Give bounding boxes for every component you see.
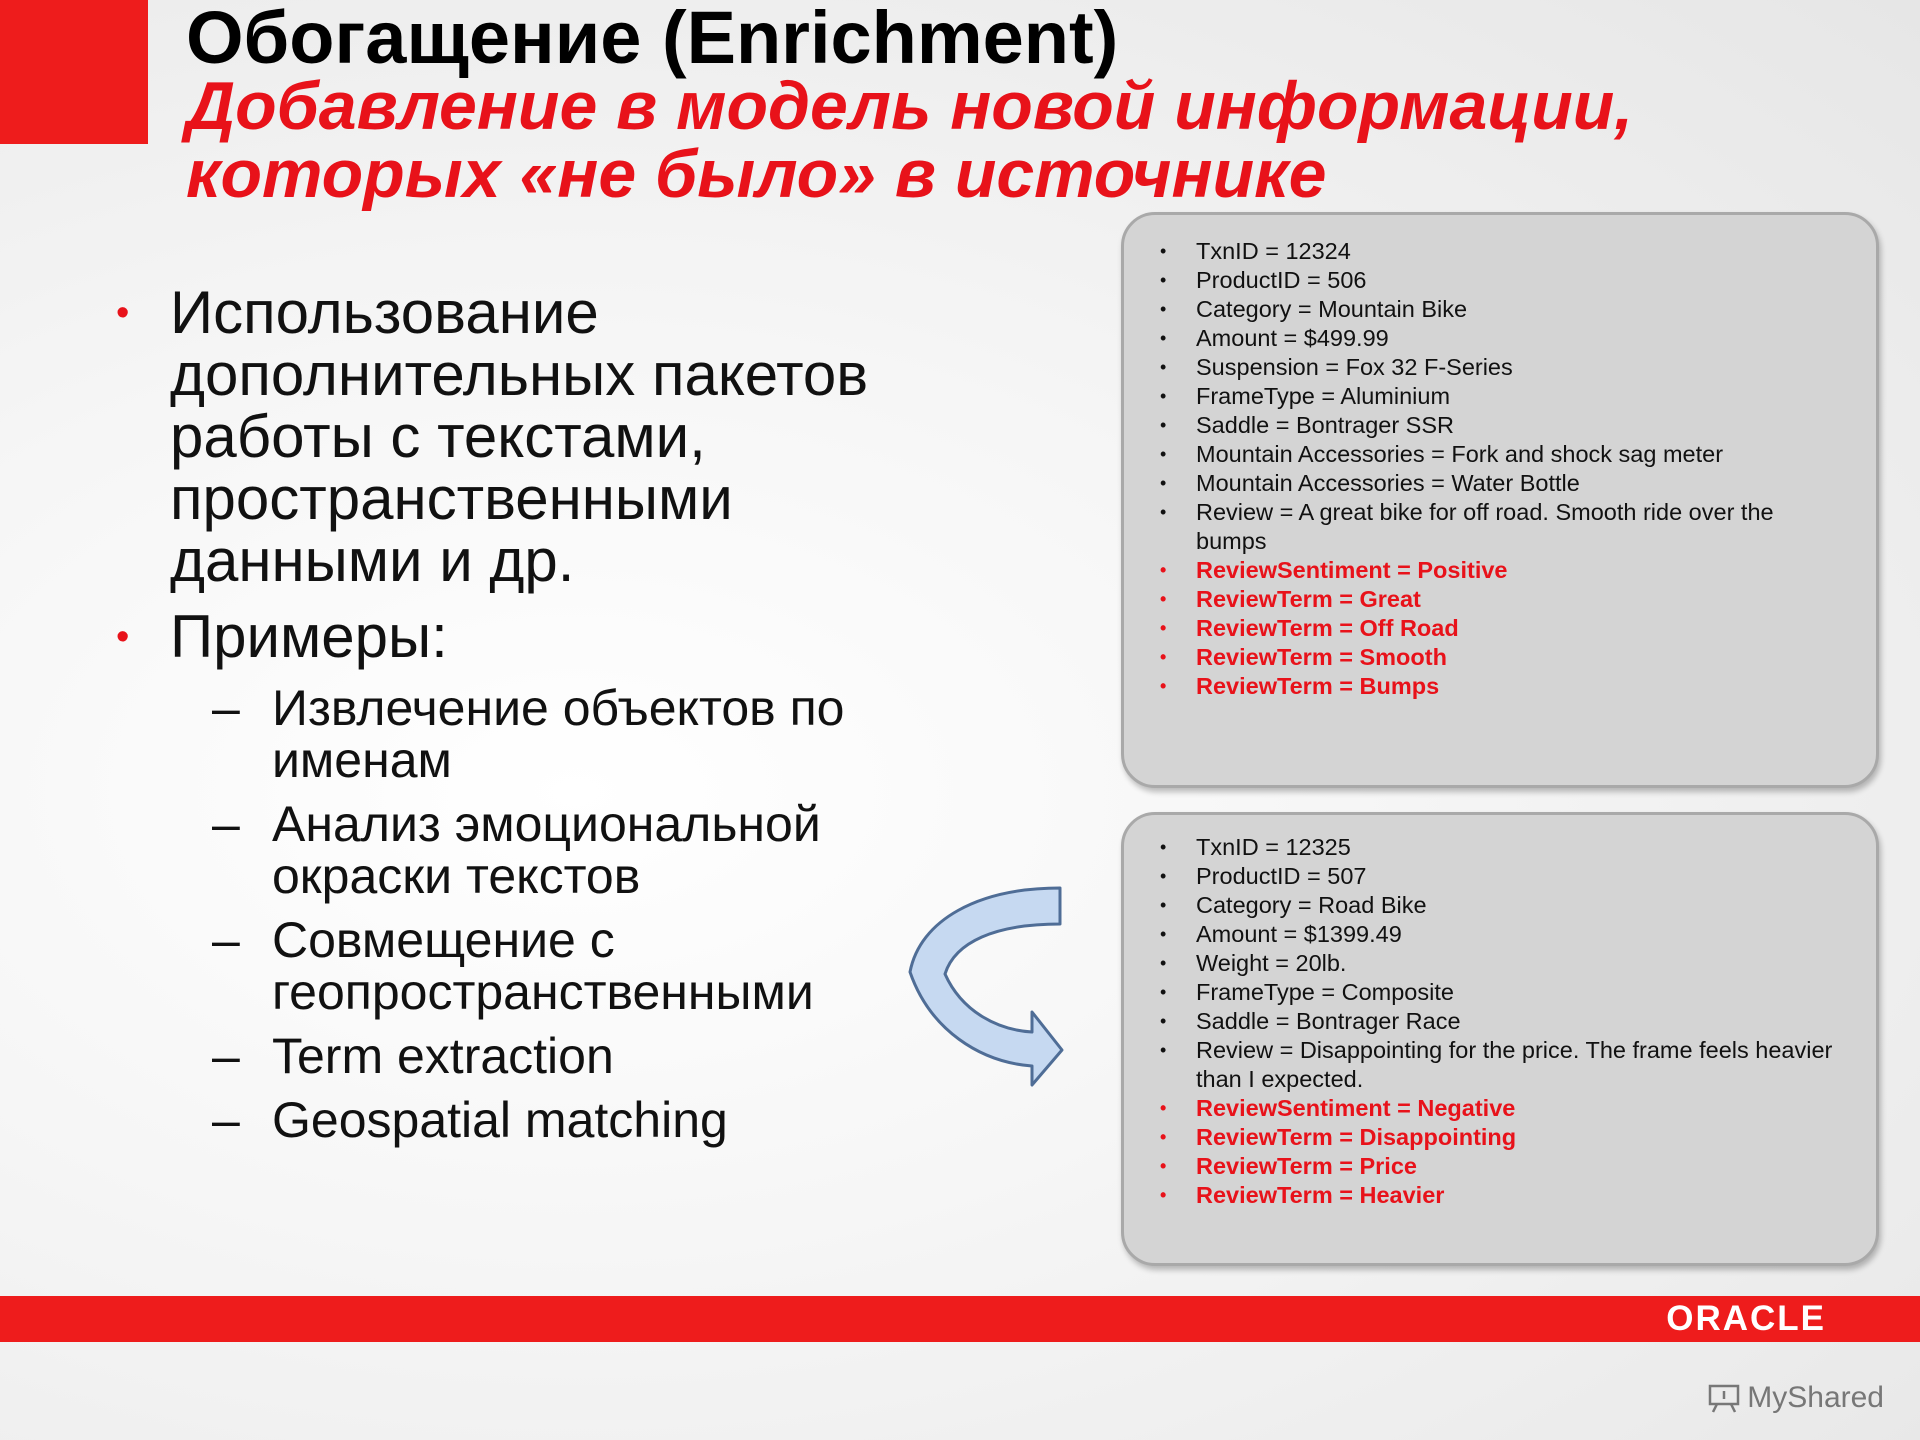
sub-bullet-item: – Совмещение с геопространственными <box>212 912 814 1020</box>
bullet-item <box>110 279 970 594</box>
record-attribute: • TxnID = 12325 <box>1160 834 1351 860</box>
enriched-attribute: • ReviewTerm = Great <box>1160 586 1421 612</box>
enriched-attribute: • ReviewSentiment = Positive <box>1160 557 1508 583</box>
record-attribute: • Weight = 20lb. <box>1160 950 1347 976</box>
record-attribute: • ProductID = 507 <box>1160 863 1367 889</box>
record-attribute: • Category = Road Bike <box>1160 892 1427 918</box>
record-attribute-list <box>1124 815 1876 1210</box>
sub-bullet-item: – Term extraction <box>212 1028 614 1084</box>
slide-title: Обогащение (Enrichment) <box>186 0 1119 79</box>
sub-bullet-text: Geospatial matching <box>272 1092 728 1148</box>
enriched-attribute: • ReviewTerm = Disappointing <box>1160 1124 1517 1150</box>
footer-bar <box>0 1296 1920 1342</box>
record-attribute: • Mountain Accessories = Water Bottle <box>1160 470 1580 496</box>
record-attribute: • Category = Mountain Bike <box>1160 296 1468 322</box>
enriched-attribute: • ReviewTerm = Off Road <box>1160 615 1459 641</box>
record-attribute: • Amount = $1399.49 <box>1160 921 1402 947</box>
record-attribute: • TxnID = 12324 <box>1160 238 1351 264</box>
record-attribute-list <box>1124 215 1876 701</box>
record-attribute: • Suspension = Fox 32 F-Series <box>1160 354 1513 380</box>
sub-bullet-item: – Geospatial matching <box>212 1092 728 1148</box>
record-attribute: • Saddle = Bontrager SSR <box>1160 412 1455 438</box>
record-attribute: • Review = A great bike for off road. Smooth ride over the bumps <box>1160 499 1774 554</box>
subtitle-line-1: Добавление в модель новой информации, <box>186 68 1634 144</box>
record-box-after <box>1121 812 1879 1266</box>
enriched-attribute: • ReviewTerm = Heavier <box>1160 1182 1445 1208</box>
bullet-dot-icon: • <box>116 616 130 658</box>
bullet-dot-icon: • <box>116 292 130 334</box>
record-attribute: • Saddle = Bontrager Race <box>1160 1008 1461 1034</box>
subtitle-line-2: которых «не было» в источнике <box>186 136 1327 212</box>
slide-subtitle <box>186 68 1786 212</box>
record-attribute: • Review = Disappointing for the price. The frame feels heavier than I expected. <box>1160 1037 1833 1092</box>
enriched-attribute: • ReviewTerm = Price <box>1160 1153 1417 1179</box>
record-box-before <box>1121 212 1879 788</box>
record-attribute: • FrameType = Aluminium <box>1160 383 1451 409</box>
sub-bullet-text: Анализ эмоциональной окраски текстов <box>272 796 821 904</box>
bullet-item <box>110 603 970 670</box>
bullet-list <box>110 279 970 1148</box>
sub-bullet-item: – Извлечение объектов по именам <box>212 680 845 788</box>
enriched-attribute: • ReviewTerm = Smooth <box>1160 644 1447 670</box>
sub-bullet-item: – Анализ эмоциональной окраски текстов <box>212 796 821 904</box>
watermark-text: MyShared <box>1747 1381 1884 1414</box>
bullet-text: Примеры: <box>170 603 448 670</box>
myshared-logo-icon <box>1707 1383 1741 1413</box>
bullet-text: Использование дополнительных пакетов работы с текстами, пространственными данными и др. <box>170 279 869 594</box>
corner-accent-block <box>0 0 148 144</box>
curved-arrow-icon <box>900 880 1070 1090</box>
oracle-logo: ORACLE <box>1666 1299 1826 1338</box>
record-attribute: • Mountain Accessories = Fork and shock sag meter <box>1160 441 1724 467</box>
record-attribute: • ProductID = 506 <box>1160 267 1367 293</box>
record-attribute: • Amount = $499.99 <box>1160 325 1389 351</box>
enriched-attribute: • ReviewSentiment = Negative <box>1160 1095 1516 1121</box>
watermark <box>1707 1380 1884 1416</box>
sub-bullet-text: Извлечение объектов по именам <box>272 680 845 788</box>
sub-bullet-text: Term extraction <box>272 1028 614 1084</box>
sub-bullet-text: Совмещение с геопространственными <box>272 912 814 1020</box>
record-attribute: • FrameType = Composite <box>1160 979 1454 1005</box>
enriched-attribute: • ReviewTerm = Bumps <box>1160 673 1440 699</box>
